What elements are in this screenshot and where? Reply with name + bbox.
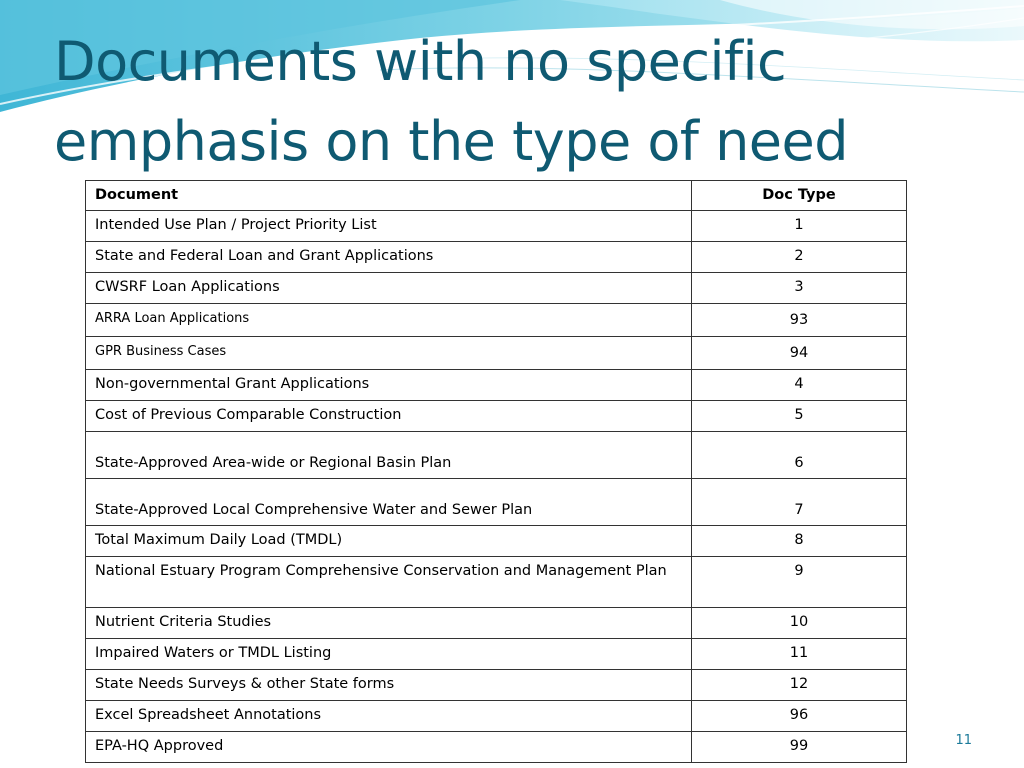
table-header-row	[86, 181, 907, 211]
table-row	[86, 732, 907, 763]
document-cell: Cost of Previous Comparable Construction	[86, 401, 692, 432]
table-row	[86, 273, 907, 304]
doc-type-cell: 12	[692, 670, 907, 701]
document-cell: Total Maximum Daily Load (TMDL)	[86, 526, 692, 557]
slide-title: Documents with no specific emphasis on the type of need	[54, 30, 849, 173]
document-cell: Intended Use Plan / Project Priority List	[86, 211, 692, 242]
doc-type-cell: 10	[692, 608, 907, 639]
document-cell: EPA-HQ Approved	[86, 732, 692, 763]
document-cell: CWSRF Loan Applications	[86, 273, 692, 304]
column-header-document: Document	[86, 181, 692, 211]
table-row	[86, 242, 907, 273]
table-row	[86, 608, 907, 639]
document-type-table	[85, 180, 907, 763]
doc-type-cell: 3	[692, 273, 907, 304]
doc-type-cell: 1	[692, 211, 907, 242]
doc-type-cell: 7	[692, 479, 907, 526]
document-cell: Impaired Waters or TMDL Listing	[86, 639, 692, 670]
doc-type-cell: 4	[692, 370, 907, 401]
document-cell: GPR Business Cases	[86, 337, 692, 370]
document-cell: ARRA Loan Applications	[86, 304, 692, 337]
table-row	[86, 670, 907, 701]
doc-type-cell: 2	[692, 242, 907, 273]
document-cell: State-Approved Area-wide or Regional Basin Plan	[86, 432, 692, 479]
table-row	[86, 557, 907, 608]
document-cell: State-Approved Local Comprehensive Water and Sewer Plan	[86, 479, 692, 526]
document-cell: State and Federal Loan and Grant Applications	[86, 242, 692, 273]
table-row	[86, 526, 907, 557]
table-row	[86, 370, 907, 401]
table-row	[86, 432, 907, 479]
doc-type-cell: 11	[692, 639, 907, 670]
doc-type-cell: 8	[692, 526, 907, 557]
document-cell: National Estuary Program Comprehensive Conservation and Management Plan	[86, 557, 692, 608]
table-row	[86, 479, 907, 526]
doc-type-cell: 5	[692, 401, 907, 432]
doc-type-cell: 93	[692, 304, 907, 337]
table-row	[86, 401, 907, 432]
doc-type-cell: 96	[692, 701, 907, 732]
document-cell: State Needs Surveys & other State forms	[86, 670, 692, 701]
table-row	[86, 639, 907, 670]
document-cell: Excel Spreadsheet Annotations	[86, 701, 692, 732]
doc-type-cell: 9	[692, 557, 907, 608]
doc-type-cell: 6	[692, 432, 907, 479]
doc-type-cell: 99	[692, 732, 907, 763]
table-row	[86, 304, 907, 337]
table-row	[86, 211, 907, 242]
document-cell: Non-governmental Grant Applications	[86, 370, 692, 401]
column-header-doc-type: Doc Type	[692, 181, 907, 211]
page-number: 11	[955, 733, 972, 748]
doc-type-cell: 94	[692, 337, 907, 370]
table-row	[86, 337, 907, 370]
document-cell: Nutrient Criteria Studies	[86, 608, 692, 639]
table-row	[86, 701, 907, 732]
